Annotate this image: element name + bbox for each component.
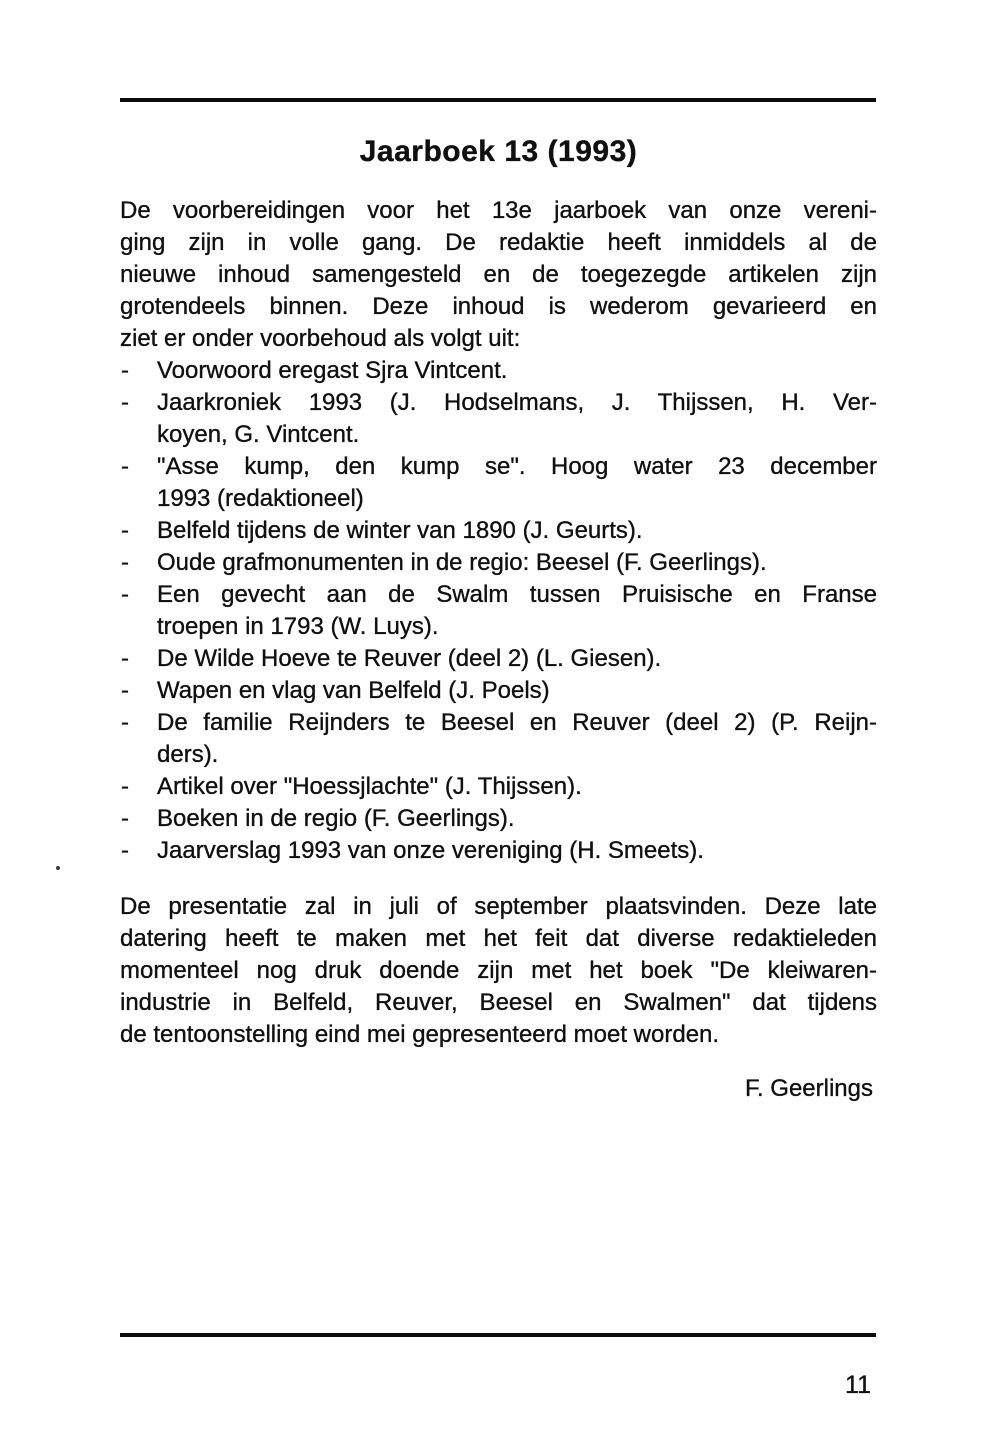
text-line: Oude grafmonumenten in de regio: Beesel (F. Geerlings). [157, 549, 767, 576]
text-line: 1993 (redaktioneel) [157, 485, 364, 512]
list-bullet-dash: - [121, 677, 129, 704]
text-line: Boeken in de regio (F. Geerlings). [157, 805, 515, 832]
page-number: 11 [845, 1371, 871, 1399]
list-item-text [157, 707, 877, 771]
list-item-text [157, 835, 877, 867]
list-item-text [157, 643, 877, 675]
article-list [120, 355, 877, 867]
text-line: datering heeft te maken met het feit dat diverse redaktieleden [120, 925, 877, 952]
list-bullet-dash: - [121, 645, 129, 672]
list-bullet-dash: - [121, 453, 129, 480]
article-list-item [120, 451, 877, 515]
article-list-item [120, 515, 877, 547]
text-line: Jaarverslag 1993 van onze vereniging (H. Smeets). [157, 837, 704, 864]
text-line: De voorbereidingen voor het 13e jaarboek van onze vereni- [120, 197, 877, 224]
article-list-item [120, 355, 877, 387]
text-line: De Wilde Hoeve te Reuver (deel 2) (L. Giesen). [157, 645, 662, 672]
article-list-item [120, 547, 877, 579]
text-line: Wapen en vlag van Belfeld (J. Poels) [157, 677, 550, 704]
text-line: ziet er onder voorbehoud als volgt uit: [120, 325, 521, 352]
list-bullet-dash: - [121, 805, 129, 832]
text-line: Jaarkroniek 1993 (J. Hodselmans, J. Thijssen, H. Ver- [157, 389, 877, 416]
text-line: ging zijn in volle gang. De redaktie heeft inmiddels al de [120, 229, 877, 256]
list-item-text [157, 803, 877, 835]
text-line: Een gevecht aan de Swalm tussen Pruisische en Franse [157, 581, 877, 608]
text-line: industrie in Belfeld, Reuver, Beesel en Swalmen" dat tijdens [120, 989, 877, 1016]
article-list-item [120, 707, 877, 771]
article-list-item [120, 579, 877, 643]
article-list-item [120, 675, 877, 707]
text-line: Belfeld tijdens de winter van 1890 (J. Geurts). [157, 517, 643, 544]
text-line: momenteel nog druk doende zijn met het boek "De kleiwaren- [120, 957, 877, 984]
list-bullet-dash: - [121, 389, 129, 416]
text-line: Artikel over "Hoessjlachte" (J. Thijssen). [157, 773, 582, 800]
page-title: Jaarboek 13 (1993) [359, 135, 638, 168]
closing-paragraph [120, 891, 877, 1051]
scan-speck-artifact [56, 866, 60, 870]
text-line: de tentoonstelling eind mei gepresenteerd moet worden. [120, 1021, 720, 1048]
text-line: koyen, G. Vintcent. [157, 421, 360, 448]
page-content [120, 135, 877, 1105]
list-bullet-dash: - [121, 549, 129, 576]
list-item-text [157, 451, 877, 515]
article-list-item [120, 643, 877, 675]
text-line: De familie Reijnders te Beesel en Reuver (deel 2) (P. Reijn- [157, 709, 877, 736]
list-item-text [157, 387, 877, 451]
list-item-text [157, 547, 877, 579]
list-bullet-dash: - [121, 581, 129, 608]
article-list-item [120, 835, 877, 867]
text-line: ders). [157, 741, 219, 768]
text-line: nieuwe inhoud samengesteld en de toegezegde artikelen zijn [120, 261, 877, 288]
list-item-text [157, 355, 877, 387]
text-line: troepen in 1793 (W. Luys). [157, 613, 439, 640]
article-list-item [120, 387, 877, 451]
list-bullet-dash: - [121, 517, 129, 544]
text-line: "Asse kump, den kump se". Hoog water 23 december [157, 453, 877, 480]
list-item-text [157, 771, 877, 803]
text-line: De presentatie zal in juli of september plaatsvinden. Deze late [120, 893, 877, 920]
article-list-item [120, 803, 877, 835]
list-bullet-dash: - [121, 357, 129, 384]
bottom-horizontal-rule [120, 1333, 876, 1337]
list-bullet-dash: - [121, 773, 129, 800]
list-item-text [157, 579, 877, 643]
list-bullet-dash: - [121, 837, 129, 864]
intro-paragraph [120, 195, 877, 355]
list-item-text [157, 515, 877, 547]
author-signature: F. Geerlings [744, 1075, 873, 1102]
text-line: Voorwoord eregast Sjra Vintcent. [157, 357, 508, 384]
top-horizontal-rule [120, 98, 876, 102]
list-bullet-dash: - [121, 709, 129, 736]
list-item-text [157, 675, 877, 707]
text-line: grotendeels binnen. Deze inhoud is wederom gevarieerd en [120, 293, 877, 320]
article-list-item [120, 771, 877, 803]
